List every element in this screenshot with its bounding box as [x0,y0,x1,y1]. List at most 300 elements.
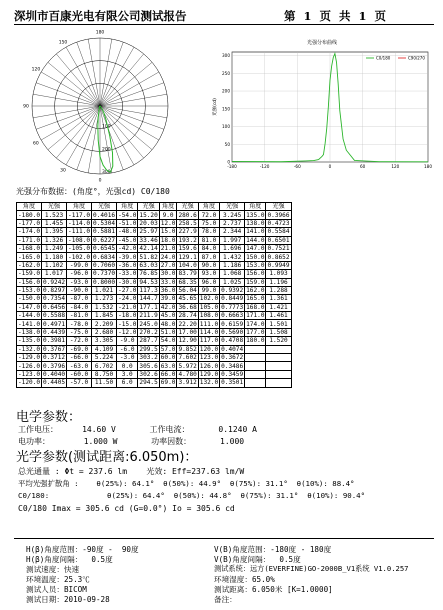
table-cell: 1.180 [42,253,67,261]
table-cell: 0.3981 [43,337,66,345]
table-row [17,228,292,236]
table-cell: -15.0 [118,320,137,328]
table-cell: 141.0 [246,228,265,236]
table-cell: 0.8652 [267,253,290,261]
optical-line-2: 平均光强扩散角 : θ(25%): 64.1° θ(50%): 44.9° θ(75%): 31.1° θ(10%): 88.4° [18,479,355,488]
table-cell: 6.702 [92,362,117,370]
table-cell: 0.3459 [221,371,244,378]
table-cell: 1.068 [220,270,245,278]
table-header-cell: 光强 [92,203,117,211]
table-cell: 36.68 [178,303,197,311]
meta-h-range: H(β)角度范围：-90度 - 90度 [26,545,139,554]
table-cell: 0.9392 [221,287,244,295]
table-cell: -36.0 [118,261,137,269]
table-row [17,211,292,219]
table-cell: 20.03 [139,219,158,227]
table-cell: 42.14 [139,245,158,253]
table-cell: -45.0 [118,236,137,244]
table-cell: -99.0 [67,261,92,269]
table-cell: 270.2 [139,329,158,337]
table-cell: -111.0 [68,228,91,236]
table-cell: 1.361 [266,295,291,303]
table-cell: 54.0 [160,337,176,345]
header-rule [14,24,434,25]
y-tick-label: 200 [222,88,230,94]
table-cell: -81.0 [67,312,92,320]
table-cell: 120.0 [199,345,219,353]
table-cell: 28.74 [178,312,197,320]
table-cell: 36.0 [160,287,176,295]
table-cell: -132.0 [18,345,41,353]
table-cell: 0.8297 [43,287,66,295]
table-cell: -30.0 [118,278,137,286]
legend-label: C0/180 [376,55,391,61]
table-cell: 305.6 [139,362,158,370]
table-cell: -54.0 [118,211,137,219]
table-cell: -147.0 [18,303,41,311]
table-cell: 51.0 [160,329,176,337]
x-tick-label: 60 [359,164,366,169]
table-cell: 0.4016 [93,211,116,219]
table-row [17,320,292,328]
polar-angle-label: 30 [60,168,66,174]
table-row [17,303,292,311]
table-row [17,328,292,336]
table-cell [245,354,266,362]
table-cell: 5.224 [92,354,117,362]
table-cell: -18.0 [118,312,137,320]
optical-heading: 光学参数(测试距离:6.050m)： [16,450,198,465]
table-cell: 72.0 [198,211,219,219]
table-cell: 0.9949 [267,261,290,269]
table-cell: -96.0 [67,270,92,278]
table-row [17,261,292,269]
table-cell: 0.4040 [43,371,66,378]
table-cell: -78.0 [67,320,92,328]
table-cell: 258.5 [178,219,197,227]
table-cell: 1.288 [266,286,291,294]
table-cell: 159.0 [246,278,265,286]
table-cell: 1.508 [266,328,291,336]
polar-ring-label: 300 [102,170,111,175]
table-cell: 0.3501 [221,379,244,387]
table-cell: 129.1 [178,253,197,261]
table-cell: -141.0 [18,320,41,328]
table-cell: 1.273 [92,295,117,303]
table-cell: 4.780 [178,371,197,378]
y-tick-label: 150 [222,106,230,112]
table-cell: 90.0 [198,261,219,269]
table-cell: -27.0 [118,287,137,295]
table-cell: 17.00 [178,329,197,337]
table-cell: 303.2 [139,354,158,362]
table-cell: 0.6545 [93,245,116,253]
table-cell: 6.0 [117,379,138,387]
table-cell: -144.0 [18,312,41,320]
table-cell: -180.0 [18,211,41,219]
legend-label: C90/270 [408,55,425,61]
meta-speed: 测试速度：快速 [26,565,80,574]
table-cell: 0.5584 [267,228,290,236]
table-cell: 150.0 [246,253,265,261]
x-tick-label: -60 [293,164,301,169]
table-cell: 159.6 [178,245,197,253]
meta-system: 测试系统：远方(EVERFINE)GO-2000B_V1系统 V1.0.257 [214,564,409,573]
table-cell: 1.523 [42,211,67,219]
table-cell: 45.65 [178,295,197,303]
polar-angle-label: 60 [33,141,39,147]
intensity-data-table [16,202,292,388]
table-cell: 24.0 [160,253,176,261]
table-cell: 168.0 [246,303,265,311]
table-header-cell: 光强 [42,203,67,211]
table-cell: 0.9242 [43,278,66,286]
table-cell [266,379,291,387]
table-cell: 1.997 [220,236,245,244]
table-cell: 3.0 [117,370,138,378]
table-cell: 57.0 [160,345,176,353]
table-row [17,244,292,252]
table-cell: 18.0 [160,236,176,244]
table-cell: 2.737 [220,219,245,227]
table-cell: 0.6501 [267,236,290,244]
table-cell: 1.326 [42,236,67,244]
table-cell: 108.0 [199,312,219,320]
table-cell: 0.6663 [221,312,244,320]
polar-ring-label: 200 [102,147,111,153]
table-cell: 102.0 [199,295,219,303]
table-row [17,219,292,227]
table-cell: 9.0 [159,211,177,219]
table-cell: 111.0 [199,320,219,328]
table-cell: 76.85 [139,270,158,278]
polar-angle-label: 0 [98,178,102,184]
table-cell: 0.4439 [43,329,66,337]
table-cell: 0.3966 [267,211,290,219]
electrical-line-1: 工作电压： 14.60 V 工作电流： 0.1240 A [18,425,257,434]
table-cell: 104.0 [178,261,197,269]
table-cell: 2.344 [220,228,245,236]
table-cell: 0.4074 [221,345,244,353]
table-cell: 1.102 [42,261,67,269]
table-cell: -66.0 [67,354,92,362]
table-cell: 69.0 [160,379,176,387]
table-cell: 144.7 [139,295,158,303]
table-cell: -3.0 [117,354,138,362]
electrical-heading: 电学参数： [16,410,82,425]
table-cell: 0.7773 [221,303,244,311]
meta-operator: 测试人员：BICOM [26,585,87,594]
table-row [17,295,292,303]
polar-angle-label: 180 [95,30,105,36]
table-cell: 0.4405 [43,379,66,387]
polar-angle-label: 90 [23,104,29,110]
table-cell: -168.0 [18,245,41,253]
y-axis-label: 光强(cd) [213,98,218,116]
table-cell: 0.4971 [43,320,66,328]
table-cell: -174.0 [18,228,41,236]
x-tick-label: 180 [424,164,432,169]
table-cell: 63.0 [160,362,176,370]
table-cell: 7.602 [178,354,197,362]
meta-temperature: 环境温度：25.3℃ [26,575,90,584]
table-cell: 123.0 [199,354,219,362]
table-cell: 68.35 [178,278,197,286]
table-cell: 1.421 [266,303,291,311]
table-cell: 94.53 [139,278,158,286]
table-cell: -150.0 [18,295,41,303]
table-cell [245,370,266,378]
table-cell: 0.3712 [43,354,66,362]
table-cell: -24.0 [118,295,137,303]
polar-angle-label: 150 [58,40,68,46]
table-cell: 56.04 [178,287,197,295]
table-cell: 180.0 [246,337,265,345]
table-cell: -138.0 [18,329,41,337]
meta-remark: 备注： [214,595,237,604]
table-cell: 132.0 [199,379,219,387]
table-cell: 171.0 [246,312,265,320]
table-cell: 129.0 [199,371,219,378]
table-cell: 147.0 [246,245,265,253]
table-header-cell: 光强 [220,203,245,211]
table-cell: -21.0 [118,303,137,311]
table-cell: 1.432 [220,253,245,261]
table-cell: 30.0 [160,270,176,278]
table-cell: 1.520 [266,337,291,345]
table-cell: 0.3767 [43,345,66,353]
table-cell: 227.9 [178,228,197,236]
chart-title: 光强分布曲线 [306,40,338,46]
table-cell: 0.7521 [267,245,290,253]
table-cell: 8.750 [92,370,117,378]
table-cell: 0.3796 [43,362,66,370]
table-cell: 0.4723 [267,219,290,227]
table-cell: 193.2 [178,236,197,244]
y-tick-label: 0 [227,159,230,165]
table-row [17,312,292,320]
table-cell: 0.5881 [93,228,116,236]
table-cell: 9.852 [178,345,197,353]
chart-legend [366,56,425,61]
table-cell: 87.0 [198,253,219,261]
table-cell: 4.109 [92,345,117,353]
table-cell: -135.0 [18,337,41,345]
table-cell [245,379,266,387]
table-cell: 280.6 [178,211,197,219]
table-cell: 177.1 [139,303,158,311]
table-cell: 3.305 [92,337,117,345]
table-cell: 27.0 [160,261,176,269]
table-cell [245,362,266,370]
table-cell: 75.0 [198,219,219,227]
table-cell: 177.0 [246,329,265,337]
table-row [17,337,292,345]
table-cell: -129.0 [18,354,41,362]
table-cell: 1.696 [220,244,245,252]
footer-rule [14,538,434,539]
table-cell: 117.3 [139,287,158,295]
table-cell: 3.912 [178,379,197,387]
table-cell: 1.395 [42,228,67,236]
table-cell: 11.50 [92,379,117,387]
table-header-cell: 角度 [17,203,42,211]
meta-h-step: H(β)角度间隔： 0.5度 [26,555,113,564]
table-cell: 1.501 [266,320,291,328]
table-cell [266,362,291,370]
table-cell: -177.0 [18,219,41,227]
x-tick-label: -180 [227,164,237,169]
table-cell: 42.0 [160,303,176,311]
table-cell: 2.680 [92,328,117,336]
y-tick-label: 300 [222,53,230,59]
table-row [17,354,292,362]
table-cell: 0.5304 [93,219,116,227]
table-cell: -12.0 [118,329,137,337]
table-cell: 1.455 [42,219,67,227]
table-cell: 15.20 [139,211,158,219]
y-tick-label: 50 [224,141,230,147]
table-cell: 1.196 [266,278,291,286]
table-cell: 33.0 [160,278,176,286]
table-cell: 0.5690 [221,329,244,337]
table-header-cell: 角度 [159,203,177,211]
table-cell: 12.90 [178,337,197,345]
table-cell: 0.0 [117,362,138,370]
table-cell: 2.209 [92,320,117,328]
table-cell: 0.6834 [93,253,116,261]
table-cell: 3.245 [220,211,245,219]
table-cell: 144.0 [246,236,265,244]
table-cell: 1.845 [92,312,117,320]
table-cell: 83.79 [178,270,197,278]
table-cell: 0.6159 [221,320,244,328]
table-row [17,236,292,244]
table-cell: -165.0 [18,253,41,261]
table-cell: -60.0 [67,370,92,378]
table-cell: 1.461 [266,312,291,320]
table-cell: -48.0 [118,228,137,236]
meta-v-step: V(B)角度间隔： 0.5度 [214,555,301,564]
table-cell: 0.7354 [43,295,66,303]
table-cell: 99.0 [198,286,219,294]
table-cell: 165.0 [246,295,265,303]
table-cell: -123.0 [18,371,41,378]
table-cell: 174.0 [246,320,265,328]
table-cell: -87.0 [67,295,92,303]
table-cell: 48.0 [160,320,176,328]
table-cell: 211.9 [139,312,158,320]
table-cell: 0.4708 [221,337,244,345]
table-cell: 138.0 [246,219,265,227]
meta-humidity: 环境湿度：65.0% [214,575,275,584]
table-cell: 81.0 [198,236,219,244]
optical-line-4: C0/180 Imax = 305.6 cd (G=0.0°) Io = 305.6 cd [18,504,235,513]
table-header-row [17,203,292,211]
table-cell: 245.0 [139,320,158,328]
table-cell: -126.0 [18,362,41,370]
x-tick-label: 120 [391,164,400,169]
chart-axes [211,52,432,169]
table-cell: -117.0 [68,211,91,219]
table-header-cell: 角度 [198,203,219,211]
table-cell: -63.0 [67,362,92,370]
table-cell: 114.0 [199,329,219,337]
table-cell: 84.0 [198,244,219,252]
table-cell: 33.46 [139,236,158,244]
meta-v-range: V(B)角度范围：-180度 - 180度 [214,545,332,554]
table-cell: 1.093 [266,270,291,278]
polar-ring-label: 100 [102,124,111,130]
table-cell: 0.5588 [43,312,66,320]
table-cell: 60.0 [160,354,176,362]
table-cell: -171.0 [18,236,41,244]
table-cell: -72.0 [67,337,92,345]
table-cell: -9.0 [117,337,138,345]
table-cell: 0.8449 [221,295,244,303]
table-cell: -84.0 [67,303,92,311]
table-cell: 1.025 [220,278,245,286]
table-row [17,345,292,353]
table-row [17,278,292,286]
table-cell: 5.972 [178,362,197,370]
table-row [17,286,292,294]
table-cell: -153.0 [18,287,41,295]
table-cell: -114.0 [68,219,91,227]
report-title: 深圳市百康光电有限公司测试报告 [14,9,187,23]
table-cell: 22.20 [178,320,197,328]
table-cell: -6.0 [117,345,138,353]
table-cell: 25.97 [139,228,158,236]
table-cell: 1.532 [92,303,117,311]
table-cell: 156.0 [246,270,265,278]
table-cell: -102.0 [68,253,91,261]
table-cell: 117.0 [199,337,219,345]
table-cell: 45.0 [160,312,176,320]
table-header-cell: 角度 [245,203,266,211]
table-row [17,370,292,378]
table-cell: -156.0 [18,278,41,286]
x-tick-label: 0 [328,164,332,169]
table-cell: 105.0 [199,303,219,311]
table-header-cell: 角度 [67,203,92,211]
table-cell: -90.0 [67,286,92,294]
table-header-cell: 光强 [266,203,291,211]
table-cell: 135.0 [246,211,265,219]
table-cell: -93.0 [67,278,92,286]
table-cell: 287.7 [139,337,158,345]
table-cell: 0.3672 [221,354,244,362]
meta-distance: 测试距离：6.050米 [K=1.0000] [214,585,333,594]
table-cell: 0.6227 [93,236,116,244]
page-number: 第 1 页 共 1 页 [284,9,387,23]
table-cell: 162.0 [246,287,265,295]
table-cell: 1.021 [92,286,117,294]
table-cell: 93.0 [198,270,219,278]
table-cell: 66.0 [160,371,176,378]
optical-line-1: 总光通量 : Φt = 237.6 lm 光效: Eff=237.63 lm/W [18,467,245,476]
table-cell: 39.0 [160,295,176,303]
y-tick-label: 250 [222,70,230,76]
table-cell: 1.186 [220,261,245,269]
table-cell: 96.0 [198,278,219,286]
table-cell [266,354,291,362]
table-cell: 294.5 [139,379,158,387]
x-tick-label: -120 [259,164,270,169]
table-cell: 0.8000 [93,278,116,286]
table-cell: -39.0 [118,253,137,261]
table-cell: 1.017 [42,270,67,278]
